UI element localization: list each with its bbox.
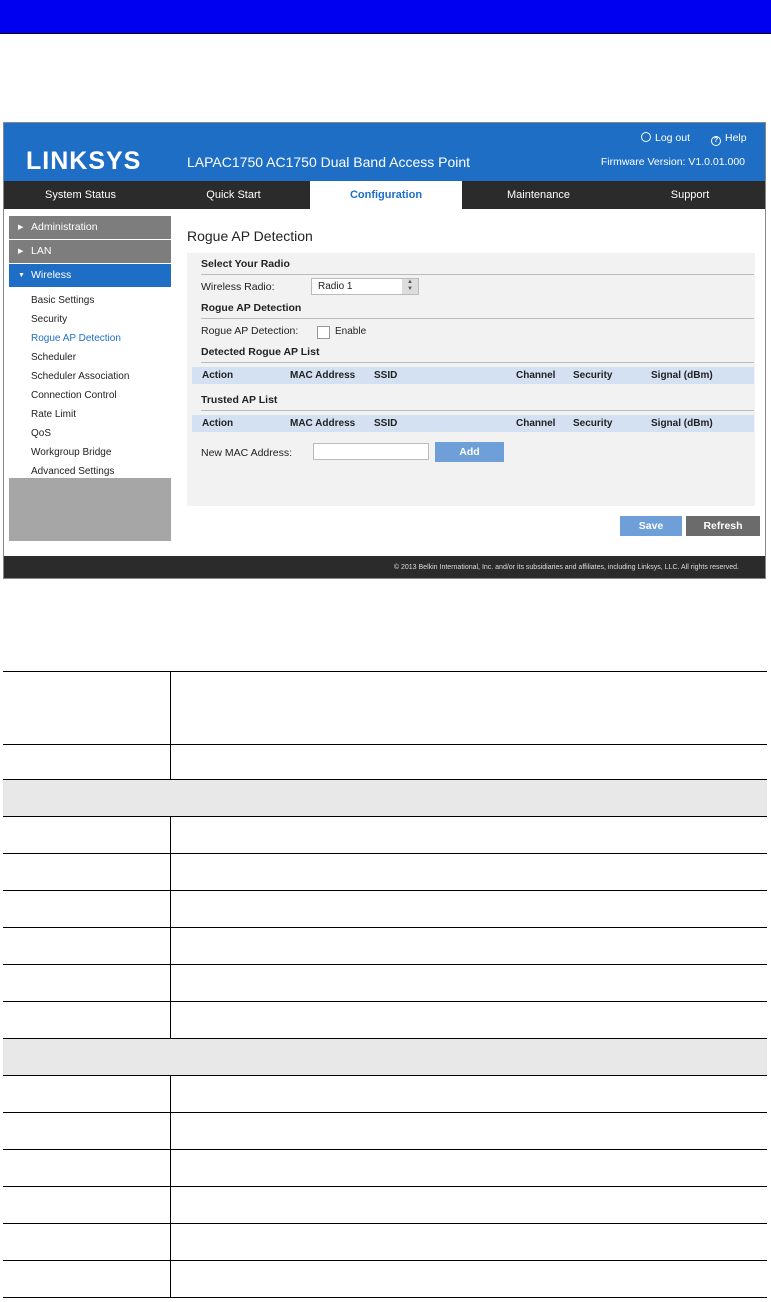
section-trusted-list: Trusted AP List [201, 394, 278, 406]
sidebar-item-scheduler-association[interactable]: Scheduler Association [31, 371, 130, 382]
logout-link[interactable] [641, 132, 690, 144]
main-nav [4, 181, 765, 209]
column-header: Action [202, 370, 234, 381]
table-cell [171, 1076, 768, 1113]
chevron-down-icon: ▼ [18, 272, 25, 279]
table-row [3, 1076, 767, 1113]
sidebar-item-basic-settings[interactable]: Basic Settings [31, 295, 95, 306]
chevron-right-icon: ▶ [18, 224, 24, 231]
table-row [3, 1187, 767, 1224]
table-cell [171, 1224, 768, 1261]
table-section-row [3, 780, 767, 817]
app-header [4, 123, 765, 181]
table-section-row [3, 1039, 767, 1076]
table-cell [171, 1187, 768, 1224]
chevron-right-icon: ▶ [18, 248, 24, 255]
table-cell [171, 1150, 768, 1187]
page-title: Rogue AP Detection [187, 228, 313, 244]
table-cell [171, 1113, 768, 1150]
table-cell [3, 1224, 171, 1261]
table-row [3, 1224, 767, 1261]
section-select-radio: Select Your Radio [201, 258, 290, 270]
sidebar-item-scheduler[interactable]: Scheduler [31, 352, 77, 363]
router-screenshot [3, 122, 766, 579]
tab-support[interactable]: Support [670, 189, 710, 201]
column-header: Signal (dBm) [651, 418, 713, 429]
rogue-detection-label: Rogue AP Detection: [201, 325, 299, 337]
tab-maintenance[interactable]: Maintenance [507, 189, 570, 201]
sidebar [9, 216, 171, 541]
new-mac-label: New MAC Address: [201, 447, 293, 459]
table-cell [3, 928, 171, 965]
table-row [3, 1113, 767, 1150]
detected-list-header [192, 367, 754, 384]
brand-logo: LINKSYS [26, 147, 142, 175]
table-row [3, 891, 767, 928]
copyright-text: © 2013 Belkin International, Inc. and/or its subsidiaries and affiliates, including Linksys, LLC. All rights reserved. [393, 564, 739, 571]
document-table [3, 671, 767, 1298]
help-label: Help [725, 132, 747, 144]
divider [201, 274, 754, 275]
tab-system-status[interactable]: System Status [45, 189, 116, 201]
settings-panel [187, 253, 755, 506]
table-cell [3, 817, 171, 854]
table-cell [3, 891, 171, 928]
table-row [3, 965, 767, 1002]
save-button[interactable]: Save [620, 516, 682, 536]
sidebar-group-wireless[interactable] [9, 264, 171, 288]
table-row [3, 928, 767, 965]
sidebar-filler [9, 478, 171, 541]
section-detected-list: Detected Rogue AP List [201, 346, 320, 358]
table-row [3, 672, 767, 745]
product-title: LAPAC1750 AC1750 Dual Band Access Point [187, 154, 471, 170]
sidebar-group-lan[interactable] [9, 240, 171, 264]
table-row [3, 854, 767, 891]
wireless-radio-select[interactable] [311, 278, 419, 295]
column-header: Channel [516, 370, 556, 381]
table-cell [171, 854, 768, 891]
column-header: Signal (dBm) [651, 370, 713, 381]
table-cell [171, 965, 768, 1002]
wireless-radio-value: Radio 1 [318, 281, 353, 292]
refresh-button[interactable]: Refresh [686, 516, 760, 536]
column-header: SSID [374, 370, 398, 381]
tab-configuration[interactable]: Configuration [310, 181, 462, 209]
table-row [3, 1261, 767, 1298]
table-cell [171, 817, 768, 854]
table-cell [3, 672, 171, 745]
table-cell [3, 965, 171, 1002]
column-header: Action [202, 418, 234, 429]
sidebar-item-qos[interactable]: QoS [31, 428, 52, 439]
app-footer [4, 556, 765, 579]
document-header-bar [0, 0, 771, 33]
tab-quick-start[interactable]: Quick Start [206, 189, 261, 201]
column-header: Security [573, 370, 613, 381]
divider [201, 410, 754, 411]
sidebar-item-connection-control[interactable]: Connection Control [31, 390, 117, 401]
divider [201, 318, 754, 319]
sidebar-item-workgroup-bridge[interactable]: Workgroup Bridge [31, 447, 112, 458]
table-cell [3, 1002, 171, 1039]
table-cell [3, 1261, 171, 1298]
table-cell [3, 1187, 171, 1224]
table-cell [171, 1002, 768, 1039]
table-row [3, 1150, 767, 1187]
logout-label: Log out [655, 132, 691, 144]
table-row [3, 745, 767, 780]
table-cell [3, 1113, 171, 1150]
column-header: MAC Address [290, 418, 356, 429]
help-link[interactable] [711, 132, 747, 146]
table-row [3, 817, 767, 854]
sidebar-group-label: Administration [31, 221, 98, 233]
table-cell [171, 928, 768, 965]
table-cell [171, 1261, 768, 1298]
document-header-rule [0, 33, 771, 34]
section-rogue-detection: Rogue AP Detection [201, 302, 302, 314]
spinner-arrows-icon: ▲ ▼ [402, 279, 418, 294]
new-mac-input[interactable] [313, 443, 429, 460]
column-header: SSID [374, 418, 398, 429]
firmware-version: Firmware Version: V1.0.01.000 [600, 156, 745, 168]
enable-checkbox-label: Enable [335, 326, 367, 337]
table-cell [171, 745, 768, 780]
table-row [3, 1002, 767, 1039]
trusted-list-header [192, 415, 754, 432]
table-cell [171, 891, 768, 928]
sidebar-item-security[interactable]: Security [31, 314, 68, 325]
table-cell [3, 1039, 767, 1076]
help-icon: ? [711, 136, 721, 146]
enable-checkbox[interactable] [317, 326, 330, 339]
column-header: MAC Address [290, 370, 356, 381]
sidebar-group-administration[interactable] [9, 216, 171, 240]
table-cell [3, 1076, 171, 1113]
sidebar-item-rate-limit[interactable]: Rate Limit [31, 409, 77, 420]
divider [201, 362, 754, 363]
table-cell [171, 672, 768, 745]
column-header: Security [573, 418, 613, 429]
table-cell [3, 780, 767, 817]
sidebar-group-label: Wireless [31, 269, 72, 281]
column-header: Channel [516, 418, 556, 429]
table-cell [3, 1150, 171, 1187]
table-cell [3, 854, 171, 891]
sidebar-item-rogue-ap-detection[interactable]: Rogue AP Detection [9, 329, 171, 348]
wireless-radio-label: Wireless Radio: [201, 281, 275, 293]
table-cell [3, 745, 171, 780]
sidebar-item-advanced-settings[interactable]: Advanced Settings [31, 466, 115, 477]
sidebar-group-label: LAN [31, 245, 52, 257]
add-button[interactable]: Add [435, 442, 504, 462]
power-icon [641, 132, 651, 142]
